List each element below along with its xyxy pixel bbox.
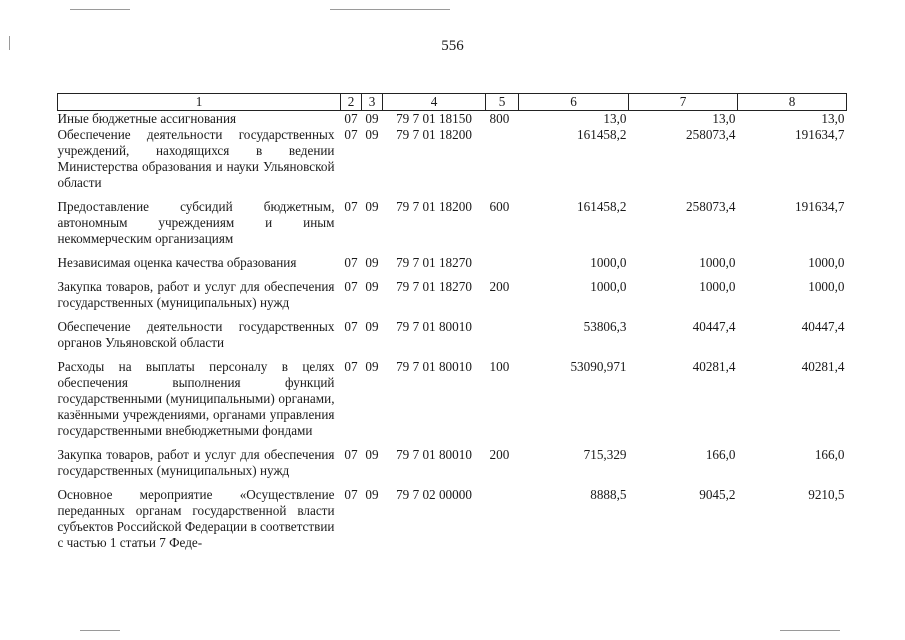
expense-type-code: [486, 255, 519, 279]
expense-name: Расходы на выплаты персоналу в целях обеспечения выполнения функций государственными (муниципальными) органами, казёнными учреждениями, органами управления государственными внебюджетными фондами: [57, 359, 335, 438]
table-row: [58, 111, 847, 128]
section-code: 07: [344, 199, 358, 214]
column-header: 2: [341, 94, 362, 111]
table-row: [58, 255, 847, 279]
subsection-code: 09: [365, 319, 379, 334]
table-row: [58, 487, 847, 551]
section-code: 07: [344, 447, 358, 462]
section-code: 07: [344, 127, 358, 142]
amount-col7: 40447,4: [692, 319, 736, 334]
subsection-code: 09: [365, 447, 379, 462]
amount-col8: 40281,4: [801, 359, 845, 374]
section-code: 07: [344, 319, 358, 334]
amount-col6: 13,0: [603, 111, 627, 126]
section-code: 07: [344, 487, 358, 502]
target-article-code: 79 7 01 18270: [396, 255, 472, 270]
amount-col8: 1000,0: [808, 255, 845, 270]
expense-type-code: [486, 319, 519, 359]
amount-col8: 9210,5: [808, 487, 845, 502]
expense-name: Обеспечение деятельности государственных органов Ульяновской области: [57, 319, 335, 350]
target-article-code: 79 7 01 18270: [396, 279, 472, 294]
table-row: [58, 319, 847, 359]
expense-name: Основное мероприятие «Осуществление переданных органам государственной власти субъектов Российской Федерации в соответствии с частью 1 статьи 7 Феде-: [57, 487, 335, 550]
expense-name: Закупка товаров, работ и услуг для обеспечения государственных (муниципальных) нужд: [57, 447, 335, 478]
amount-col7: 9045,2: [699, 487, 736, 502]
section-code: 07: [344, 255, 358, 270]
scan-artifact-bottom: [80, 630, 120, 631]
amount-col8: 166,0: [814, 447, 845, 462]
target-article-code: 79 7 01 80010: [396, 319, 472, 334]
column-header: 6: [519, 94, 629, 111]
page-number: 556: [441, 38, 464, 54]
expense-type-code: 800: [489, 111, 510, 126]
section-code: 07: [344, 279, 358, 294]
expense-name: Независимая оценка качества образования: [57, 255, 297, 270]
amount-col6: 161458,2: [577, 199, 627, 214]
expense-type-code: 200: [489, 447, 510, 462]
expense-name: Обеспечение деятельности государственных учреждений, находящихся в ведении Министерства образования и науки Ульяновской области: [57, 127, 335, 190]
amount-col7: 258073,4: [686, 127, 736, 142]
column-header: 8: [738, 94, 847, 111]
subsection-code: 09: [365, 199, 379, 214]
section-code: 07: [344, 359, 358, 374]
table-row: [58, 199, 847, 255]
subsection-code: 09: [365, 279, 379, 294]
column-header: 3: [362, 94, 383, 111]
expense-name: Иные бюджетные ассигнования: [57, 111, 237, 126]
column-header: 7: [629, 94, 738, 111]
scan-artifact-top: [330, 9, 450, 10]
expense-type-code: [486, 487, 519, 551]
amount-col6: 53090,971: [570, 359, 627, 374]
target-article-code: 79 7 01 80010: [396, 447, 472, 462]
subsection-code: 09: [365, 127, 379, 142]
section-code: 07: [344, 111, 358, 126]
column-header: 4: [383, 94, 486, 111]
table-row: [58, 447, 847, 487]
budget-table: [57, 93, 847, 551]
amount-col8: 191634,7: [795, 199, 845, 214]
subsection-code: 09: [365, 111, 379, 126]
table-row: [58, 127, 847, 199]
amount-col6: 53806,3: [583, 319, 627, 334]
table-header-row: [58, 94, 847, 111]
amount-col8: 1000,0: [808, 279, 845, 294]
amount-col7: 1000,0: [699, 279, 736, 294]
amount-col6: 715,329: [583, 447, 627, 462]
amount-col6: 1000,0: [590, 255, 627, 270]
expense-type-code: [486, 127, 519, 199]
column-header: 1: [58, 94, 341, 111]
target-article-code: 79 7 01 18200: [396, 127, 472, 142]
amount-col7: 13,0: [712, 111, 736, 126]
subsection-code: 09: [365, 255, 379, 270]
amount-col6: 1000,0: [590, 279, 627, 294]
scan-artifact-top: [70, 9, 130, 10]
amount-col7: 166,0: [705, 447, 736, 462]
amount-col8: 191634,7: [795, 127, 845, 142]
amount-col7: 258073,4: [686, 199, 736, 214]
column-header: 5: [486, 94, 519, 111]
target-article-code: 79 7 01 80010: [396, 359, 472, 374]
amount-col6: 8888,5: [590, 487, 627, 502]
expense-type-code: 100: [489, 359, 510, 374]
subsection-code: 09: [365, 359, 379, 374]
amount-col8: 13,0: [821, 111, 845, 126]
amount-col6: 161458,2: [577, 127, 627, 142]
expense-name: Закупка товаров, работ и услуг для обеспечения государственных (муниципальных) нужд: [57, 279, 335, 310]
scan-artifact-bottom: [780, 630, 840, 631]
expense-type-code: 600: [489, 199, 510, 214]
expense-type-code: 200: [489, 279, 510, 294]
table-row: [58, 359, 847, 447]
expense-name: Предоставление субсидий бюджетным, автономным учреждениям и иным некоммерческим организациям: [57, 199, 335, 246]
subsection-code: 09: [365, 487, 379, 502]
target-article-code: 79 7 01 18150: [396, 111, 472, 126]
target-article-code: 79 7 02 00000: [396, 487, 472, 502]
amount-col7: 1000,0: [699, 255, 736, 270]
table-row: [58, 279, 847, 319]
target-article-code: 79 7 01 18200: [396, 199, 472, 214]
amount-col7: 40281,4: [692, 359, 736, 374]
amount-col8: 40447,4: [801, 319, 845, 334]
